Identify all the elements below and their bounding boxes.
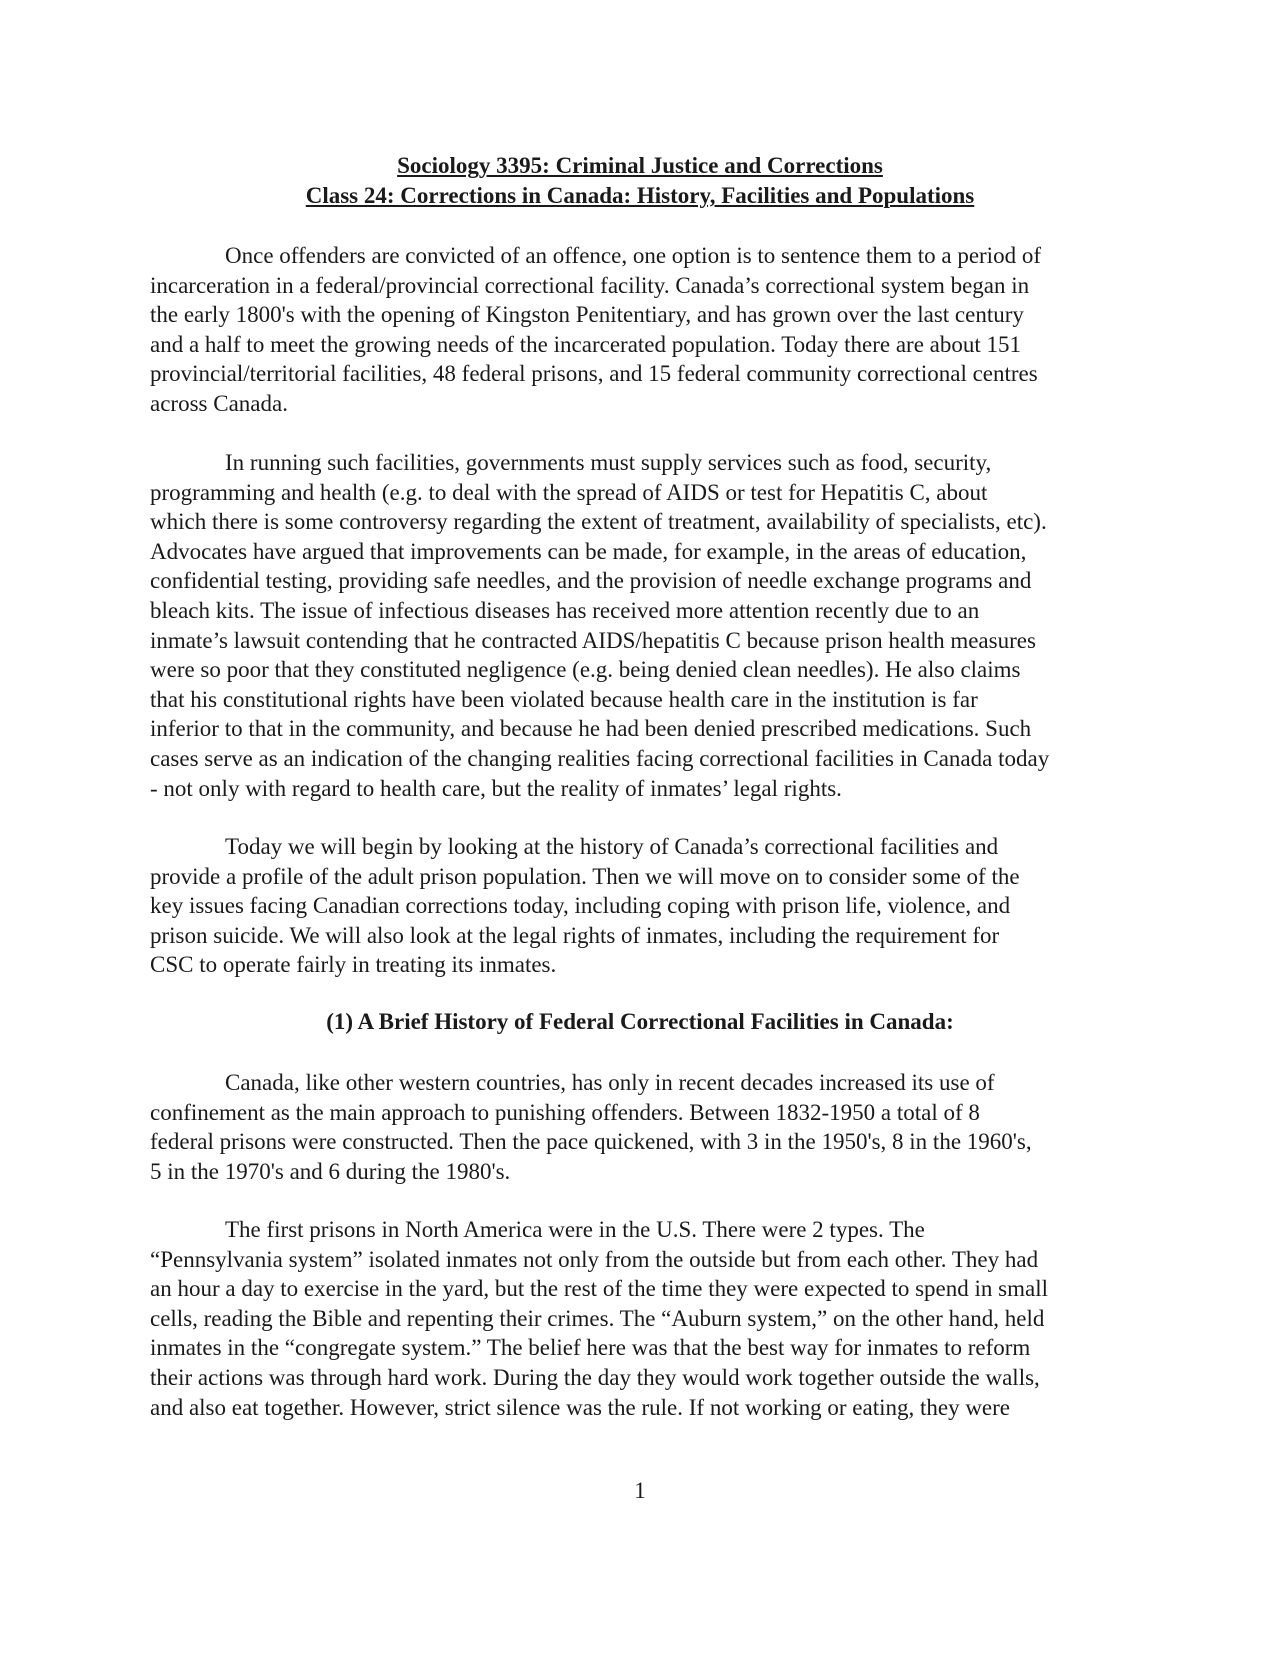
text-line: “Pennsylvania system” isolated inmates not only from the outside but from each other. They had bbox=[150, 1246, 1039, 1272]
page-number: 1 bbox=[634, 1478, 646, 1503]
text-line: an hour a day to exercise in the yard, but the rest of the time they were expected to spend in small bbox=[150, 1276, 1048, 1302]
text-line: across Canada. bbox=[150, 390, 288, 416]
text-line: 5 in the 1970's and 6 during the 1980's. bbox=[150, 1158, 511, 1184]
text-line: inmate’s lawsuit contending that he contracted AIDS/hepatitis C because prison health measures bbox=[150, 627, 1036, 653]
text-line: federal prisons were constructed. Then the pace quickened, with 3 in the 1950's, 8 in the 1960's, bbox=[150, 1129, 1032, 1155]
text-line: prison suicide. We will also look at the legal rights of inmates, including the requirement for bbox=[150, 922, 1000, 948]
text-line: which there is some controversy regarding the extent of treatment, availability of specialists, etc). bbox=[150, 509, 1047, 535]
text-line: cells, reading the Bible and repenting their crimes. The “Auburn system,” on the other hand, held bbox=[150, 1305, 1045, 1331]
text-line: were so poor that they constituted negligence (e.g. being denied clean needles). He also claims bbox=[150, 657, 1021, 683]
section-heading: (1) A Brief History of Federal Correctional Facilities in Canada: bbox=[326, 1009, 954, 1034]
text-line: CSC to operate fairly in treating its inmates. bbox=[150, 952, 557, 978]
text-line: Today we will begin by looking at the history of Canada’s correctional facilities and bbox=[225, 834, 999, 859]
text-line: their actions was through hard work. During the day they would work together outside the walls, bbox=[150, 1364, 1040, 1390]
text-line: Once offenders are convicted of an offence, one option is to sentence them to a period of bbox=[225, 243, 1041, 268]
course-title: Sociology 3395: Criminal Justice and Corrections bbox=[397, 153, 883, 178]
document-title bbox=[150, 151, 1130, 211]
class-title: Class 24: Corrections in Canada: History, Facilities and Populations bbox=[305, 183, 975, 208]
text-line: bleach kits. The issue of infectious diseases has received more attention recently due to an bbox=[150, 597, 980, 623]
paragraph-intro bbox=[150, 241, 1130, 419]
text-line: inmates in the “congregate system.” The belief here was that the best way for inmates to reform bbox=[150, 1335, 1031, 1361]
text-line: key issues facing Canadian corrections today, including coping with prison life, violence, and bbox=[150, 893, 1011, 919]
text-line: In running such facilities, governments must supply services such as food, security, bbox=[225, 450, 992, 475]
text-line: confidential testing, providing safe needles, and the provision of needle exchange programs and bbox=[150, 568, 1032, 594]
text-line: and a half to meet the growing needs of the incarcerated population. Today there are about 151 bbox=[150, 331, 1022, 357]
text-line: programming and health (e.g. to deal with the spread of AIDS or test for Hepatitis C, about bbox=[150, 479, 988, 505]
text-line: incarceration in a federal/provincial correctional facility. Canada’s correctional system began in bbox=[150, 272, 1030, 298]
text-line: that his constitutional rights have been violated because health care in the institution is far bbox=[150, 686, 978, 712]
text-line: the early 1800's with the opening of Kingston Penitentiary, and has grown over the last century bbox=[150, 302, 1024, 328]
text-line: Canada, like other western countries, has only in recent decades increased its use of bbox=[225, 1070, 995, 1095]
paragraph-early-prisons bbox=[150, 1215, 1130, 1422]
text-line: provincial/territorial facilities, 48 federal prisons, and 15 federal community correctional centres bbox=[150, 361, 1038, 387]
text-line: Advocates have argued that improvements can be made, for example, in the areas of education, bbox=[150, 538, 1027, 564]
text-line: provide a profile of the adult prison population. Then we will move on to consider some of the bbox=[150, 863, 1020, 889]
text-line: inferior to that in the community, and because he had been denied prescribed medications. Such bbox=[150, 716, 1032, 742]
paragraph-facilities bbox=[150, 448, 1130, 803]
text-line: - not only with regard to health care, but the reality of inmates’ legal rights. bbox=[150, 775, 842, 801]
paragraph-overview bbox=[150, 832, 1130, 980]
text-line: The first prisons in North America were in the U.S. There were 2 types. The bbox=[225, 1217, 925, 1242]
text-line: cases serve as an indication of the changing realities facing correctional facilities in Canada today bbox=[150, 745, 1050, 771]
text-line: confinement as the main approach to punishing offenders. Between 1832-1950 a total of 8 bbox=[150, 1099, 980, 1125]
paragraph-history bbox=[150, 1068, 1130, 1186]
text-line: and also eat together. However, strict silence was the rule. If not working or eating, they were bbox=[150, 1394, 1011, 1420]
